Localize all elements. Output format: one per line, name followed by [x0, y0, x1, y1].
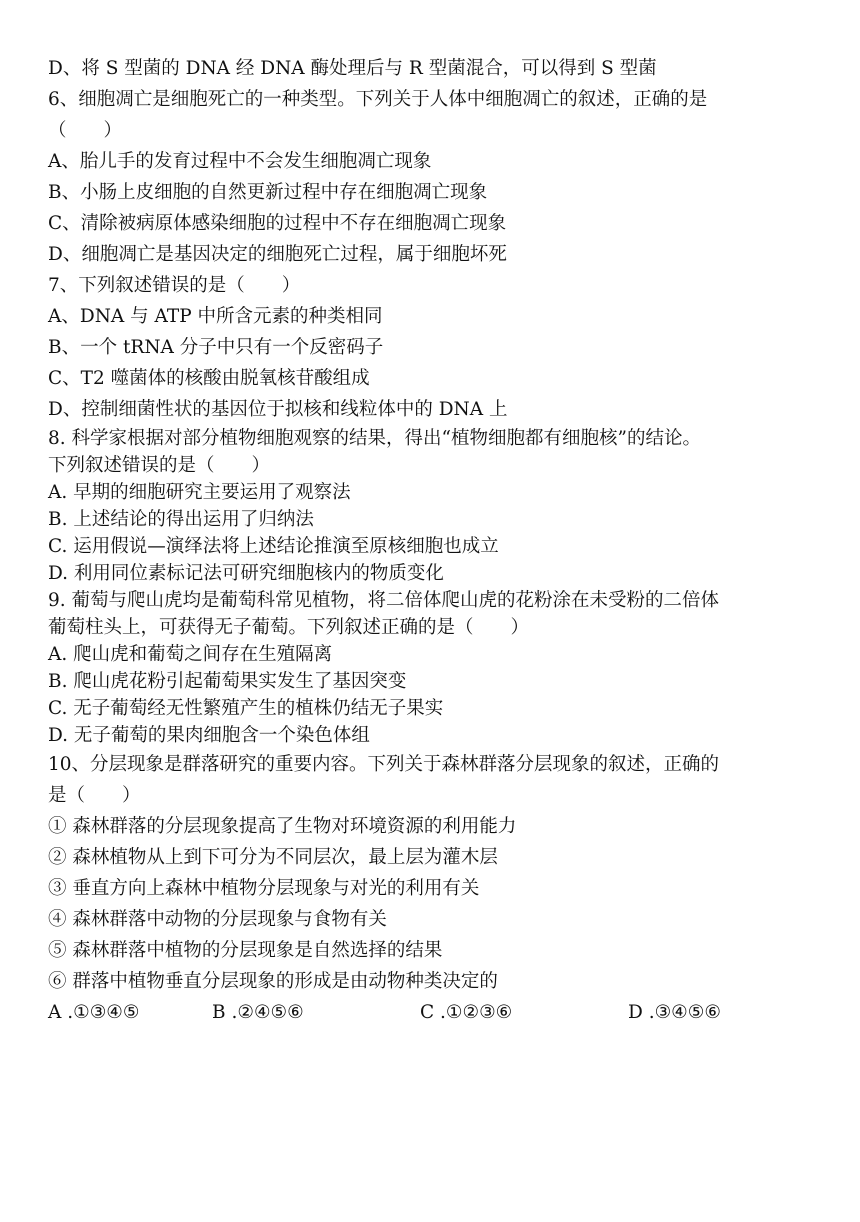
q7-stem: 7、下列叙述错误的是（ ）	[48, 275, 301, 296]
q6-option-d: D、细胞凋亡是基因决定的细胞死亡过程，属于细胞坏死	[48, 244, 507, 265]
q9-option-a: A. 爬山虎和葡萄之间存在生殖隔离	[48, 644, 333, 665]
q8-stem-line2: 下列叙述错误的是（ ）	[48, 455, 271, 476]
q5-option-d: D、将 S 型菌的 DNA 经 DNA 酶处理后与 R 型菌混合，可以得到 S 型菌	[48, 58, 657, 79]
q7-option-a: A、DNA 与 ATP 中所含元素的种类相同	[48, 306, 383, 327]
q10-answer-row	[48, 997, 828, 1028]
q10-statement-6: ⑥ 群落中植物垂直分层现象的形成是由动物种类决定的	[48, 971, 498, 992]
q10-statement-1: ① 森林群落的分层现象提高了生物对环境资源的利用能力	[48, 816, 517, 837]
exam-page	[48, 53, 828, 1028]
q9-option-b: B. 爬山虎花粉引起葡萄果实发生了基因突变	[48, 671, 407, 692]
q7-option-b: B、一个 tRNA 分子中只有一个反密码子	[48, 337, 384, 358]
q7-option-c: C、T2 噬菌体的核酸由脱氧核苷酸组成	[48, 368, 370, 389]
question-6	[48, 84, 828, 270]
q8-option-b: B. 上述结论的得出运用了归纳法	[48, 509, 314, 530]
q10-statement-2: ② 森林植物从上到下可分为不同层次，最上层为灌木层	[48, 847, 498, 868]
q10-stem-line2: 是（ ）	[48, 785, 141, 806]
q9-stem-line2: 葡萄柱头上，可获得无子葡萄。下列叙述正确的是（ ）	[48, 617, 530, 638]
question-7	[48, 270, 828, 425]
q10-statement-3: ③ 垂直方向上森林中植物分层现象与对光的利用有关	[48, 878, 480, 899]
q10-answer-d: D .③④⑤⑥	[628, 1002, 721, 1023]
q7-option-d: D、控制细菌性状的基因位于拟核和线粒体中的 DNA 上	[48, 399, 508, 420]
q10-statement-4: ④ 森林群落中动物的分层现象与食物有关	[48, 909, 387, 930]
q6-option-a: A、胎儿手的发育过程中不会发生细胞凋亡现象	[48, 151, 432, 172]
question-10	[48, 749, 828, 1028]
q6-option-b: B、小肠上皮细胞的自然更新过程中存在细胞凋亡现象	[48, 182, 488, 203]
q8-stem-line1: 8. 科学家根据对部分植物细胞观察的结果，得出“植物细胞都有细胞核”的结论。	[48, 428, 701, 449]
q6-stem-line1: 6、细胞凋亡是细胞死亡的一种类型。下列关于人体中细胞凋亡的叙述，正确的是	[48, 89, 708, 110]
q8-option-c: C. 运用假说—演绎法将上述结论推演至原核细胞也成立	[48, 536, 499, 557]
question-9	[48, 587, 828, 749]
question-8	[48, 425, 828, 587]
q8-option-d: D. 利用同位素标记法可研究细胞核内的物质变化	[48, 563, 444, 584]
q9-stem-line1: 9. 葡萄与爬山虎均是葡萄科常见植物，将二倍体爬山虎的花粉涂在未受粉的二倍体	[48, 590, 720, 611]
q9-option-d: D. 无子葡萄的果肉细胞含一个染色体组	[48, 725, 370, 746]
q9-option-c: C. 无子葡萄经无性繁殖产生的植株仍结无子果实	[48, 698, 444, 719]
q10-statement-5: ⑤ 森林群落中植物的分层现象是自然选择的结果	[48, 940, 443, 961]
q8-option-a: A. 早期的细胞研究主要运用了观察法	[48, 482, 351, 503]
q10-stem-line1: 10、分层现象是群落研究的重要内容。下列关于森林群落分层现象的叙述，正确的	[48, 754, 720, 775]
q6-stem-line2: （ ）	[48, 120, 123, 141]
q10-answer-b: B .②④⑤⑥	[212, 1002, 304, 1023]
q10-answer-a: A .①③④⑤	[48, 1002, 140, 1023]
q6-option-c: C、清除被病原体感染细胞的过程中不存在细胞凋亡现象	[48, 213, 507, 234]
q10-answer-c: C .①②③⑥	[420, 1002, 513, 1023]
